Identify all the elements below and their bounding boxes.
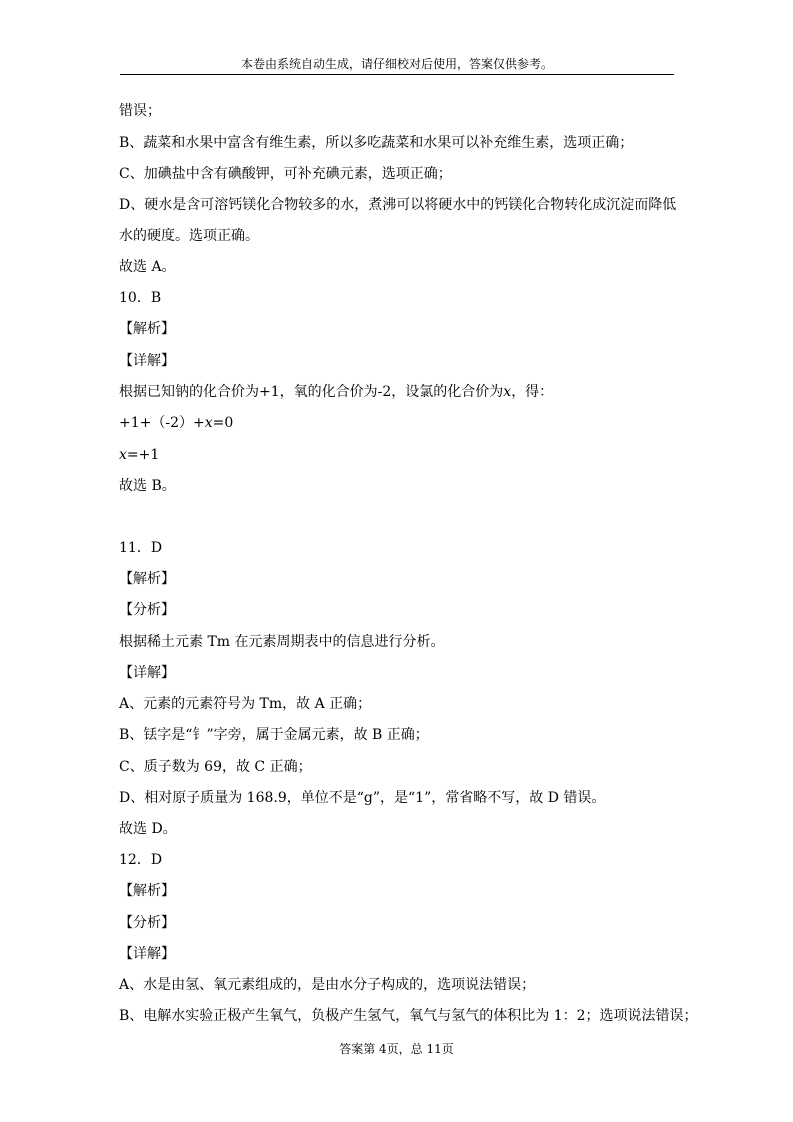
text-line: 根据稀土元素 Tm 在元素周期表中的信息进行分析。 bbox=[119, 634, 445, 650]
question-number: 11．D bbox=[119, 540, 163, 556]
question-number: 12．D bbox=[119, 852, 163, 868]
text-line: 错误； bbox=[119, 103, 161, 119]
section-heading: 【详解】 bbox=[119, 353, 175, 369]
text-segment: =0 bbox=[212, 415, 234, 431]
text-line: B、蔬菜和水果中富含有维生素，所以多吃蔬菜和水果可以补充维生素，选项正确； bbox=[119, 135, 634, 151]
text-segment: =+1 bbox=[126, 447, 160, 463]
header-rule bbox=[120, 74, 674, 75]
text-line: 故选 B。 bbox=[119, 478, 176, 494]
section-heading: 【详解】 bbox=[119, 946, 175, 962]
equation-line bbox=[119, 446, 159, 464]
variable-x: x bbox=[503, 384, 512, 400]
section-heading: 【解析】 bbox=[119, 883, 175, 899]
variable-x: x bbox=[119, 447, 127, 463]
section-heading: 【解析】 bbox=[119, 571, 175, 587]
text-line: D、相对原子质量为 168.9，单位不是“g”，是“1”，常省略不写，故 D 错误。 bbox=[119, 790, 606, 806]
text-line: 水的硬度。选项正确。 bbox=[119, 228, 259, 244]
text-line: 故选 A。 bbox=[119, 259, 176, 275]
text-line: C、加碘盐中含有碘酸钾，可补充碘元素，选项正确； bbox=[119, 166, 452, 182]
text-line: 故选 D。 bbox=[119, 821, 177, 837]
text-line: B、电解水实验正极产生氧气，负极产生氢气，氧气与氢气的体积比为 1：2；选项说法错误； bbox=[119, 1008, 698, 1024]
page-header: 本卷由系统自动生成，请仔细校对后使用，答案仅供参考。 bbox=[240, 57, 553, 71]
section-heading: 【解析】 bbox=[119, 321, 175, 337]
page-footer: 答案第 4页，总 11页 bbox=[339, 1042, 454, 1056]
text-line: A、元素的元素符号为 Tm，故 A 正确； bbox=[119, 696, 372, 712]
text-line: B、铥字是“钅”字旁，属于金属元素，故 B 正确； bbox=[119, 727, 429, 743]
section-heading: 【分析】 bbox=[119, 915, 175, 931]
section-heading: 【分析】 bbox=[119, 602, 175, 618]
text-line: A、水是由氢、氧元素组成的，是由水分子构成的，选项说法错误； bbox=[119, 977, 536, 993]
variable-x: x bbox=[204, 415, 213, 431]
text-line: C、质子数为 69，故 C 正确； bbox=[119, 759, 312, 775]
equation-line bbox=[119, 414, 233, 432]
section-heading: 【详解】 bbox=[119, 665, 175, 681]
text-line: D、硬水是含可溶钙镁化合物较多的水，煮沸可以将硬水中的钙镁化合物转化成沉淀而降低 bbox=[119, 197, 677, 213]
text-segment: 根据已知钠的化合价为+1，氧的化合价为-2，设氯的化合价为 bbox=[119, 384, 504, 400]
text-segment: ，得： bbox=[511, 384, 554, 400]
text-line bbox=[119, 383, 553, 401]
question-number: 10．B bbox=[119, 290, 162, 306]
text-segment: +1+（-2）+ bbox=[119, 415, 205, 431]
